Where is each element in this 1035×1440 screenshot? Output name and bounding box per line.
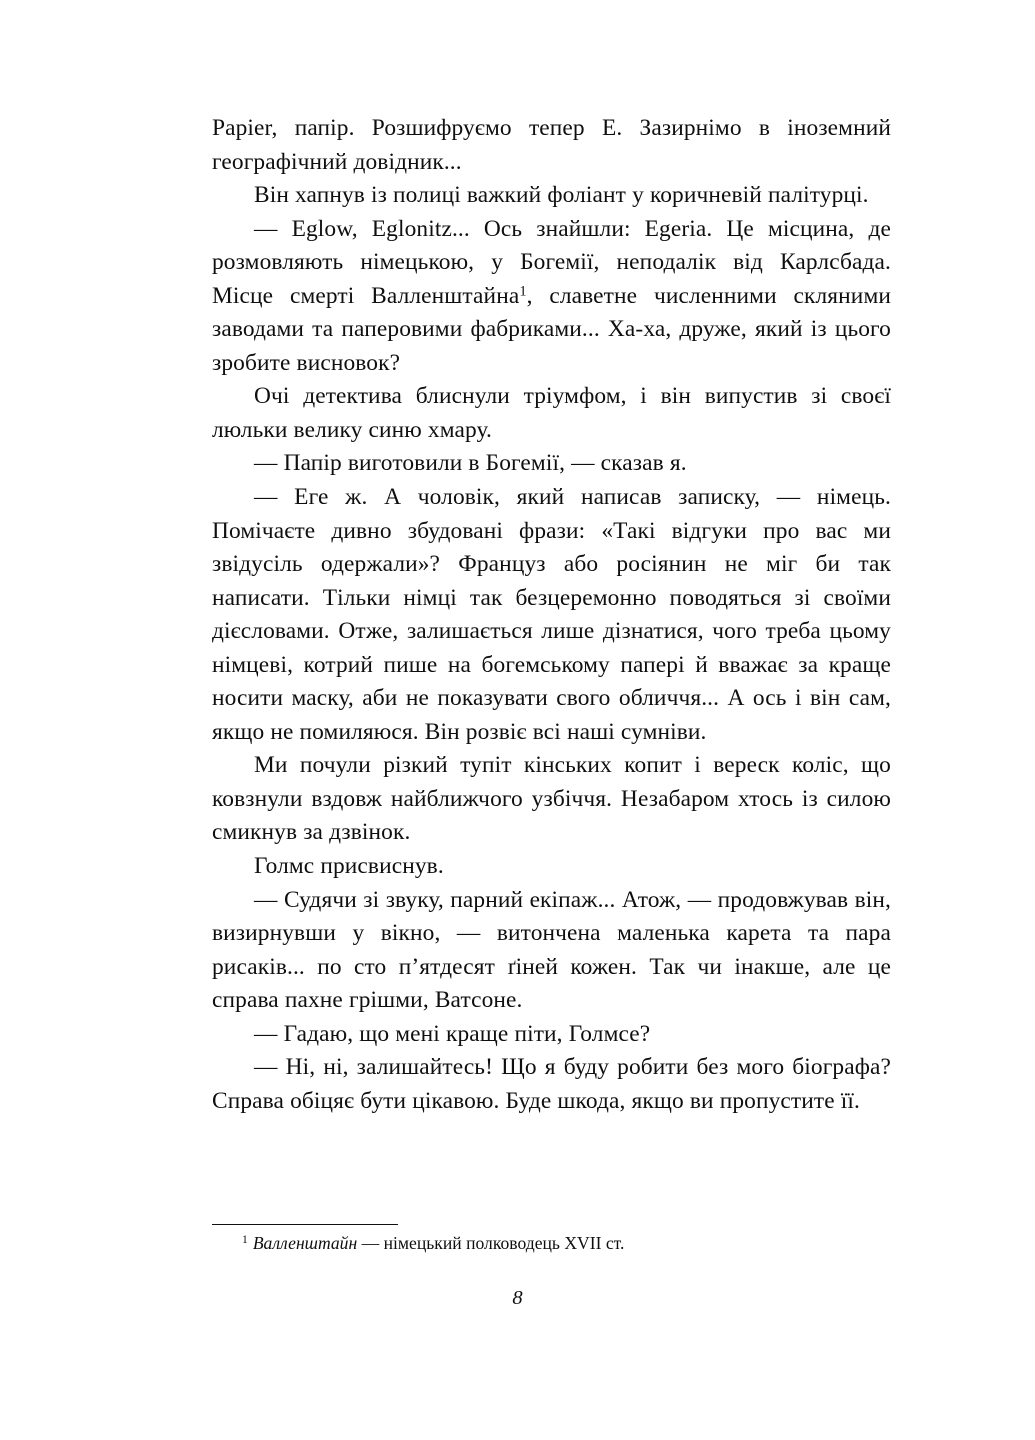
paragraph-text-before-footnote-ref: — Eglow, Eglonitz... Ось знайшли: Egeria. Це місцина, де розмовляють німецькою, у Богемії, неподалік від Карлсбада. Місце смерті Валленштайна	[212, 215, 891, 309]
footnote-separator-rule	[212, 1224, 398, 1225]
footnote-term: Валленштайн	[252, 1233, 358, 1253]
paragraph: Голмс присвиснув.	[254, 853, 444, 880]
paragraph: Papier, папір. Розшифруємо тепер Е. Зазирнімо в іноземний географічний довідник...	[212, 115, 891, 175]
paragraph: — Папір виготовили в Богемії, — сказав я.	[254, 450, 687, 477]
footnote-entry	[212, 1232, 891, 1255]
footnote-number: 1	[242, 1233, 248, 1247]
paragraph: — Ні, ні, залишайтесь! Що я буду робити без мого біографа? Справа обіцяє бути цікавою. Буде шкода, якщо ви пропустите її.	[212, 1054, 891, 1114]
footnote-area	[212, 1224, 891, 1255]
paragraph: Він хапнув із полиці важкий фоліант у коричневій палітурці.	[254, 182, 869, 209]
paragraph: — Судячи зі звуку, парний екіпаж... Атож, — продовжував він, визирнувши у вікно, — витончена маленька карета та пара рисаків... по сто п’ятдесят ґіней кожен. Так чи інакше, але це справа пахне грішми, Ватсоне.	[212, 886, 891, 1014]
footnote-text: — німецький полководець XVII ст.	[361, 1233, 625, 1253]
page-number: 8	[512, 1287, 523, 1309]
footnote-reference-marker[interactable]: 1	[519, 283, 527, 300]
paragraph: — Еге ж. А чоловік, який написав записку, — німець. Помічаєте дивно збудовані фрази: «Такі відгуки про вас ми звідусіль одержали»? Француз або росіянин не міг би так написати. Тільки німці так безцеремонно поводяться зі своїми дієсловами. Отже, залишається лише дізнатися, чого треба цьому німцеві, котрий пише на богемському папері й вважає за краще носити маску, аби не показувати свого обличчя... А ось і він сам, якщо не помиляюся. Він розвіє всі наші сумніви.	[212, 484, 891, 745]
paragraph: Ми почули різкий тупіт кінських копит і вереск коліс, що ковзнули вздовж найближчого узбіччя. Незабаром хтось із силою смикнув за дзвінок.	[212, 752, 891, 846]
paragraph: Очі детектива блиснули тріумфом, і він випустив зі своєї люльки велику синю хмару.	[212, 383, 891, 443]
paragraph-text-after-footnote-ref: , славетне численними скляними заводами та паперовими фабриками... Ха-ха, друже, який із цього зробите висновок?	[212, 282, 891, 376]
paragraph-with-footnote-ref	[212, 213, 891, 381]
paragraph: — Гадаю, що мені краще піти, Голмсе?	[254, 1020, 651, 1047]
page-text-block	[212, 112, 891, 1118]
